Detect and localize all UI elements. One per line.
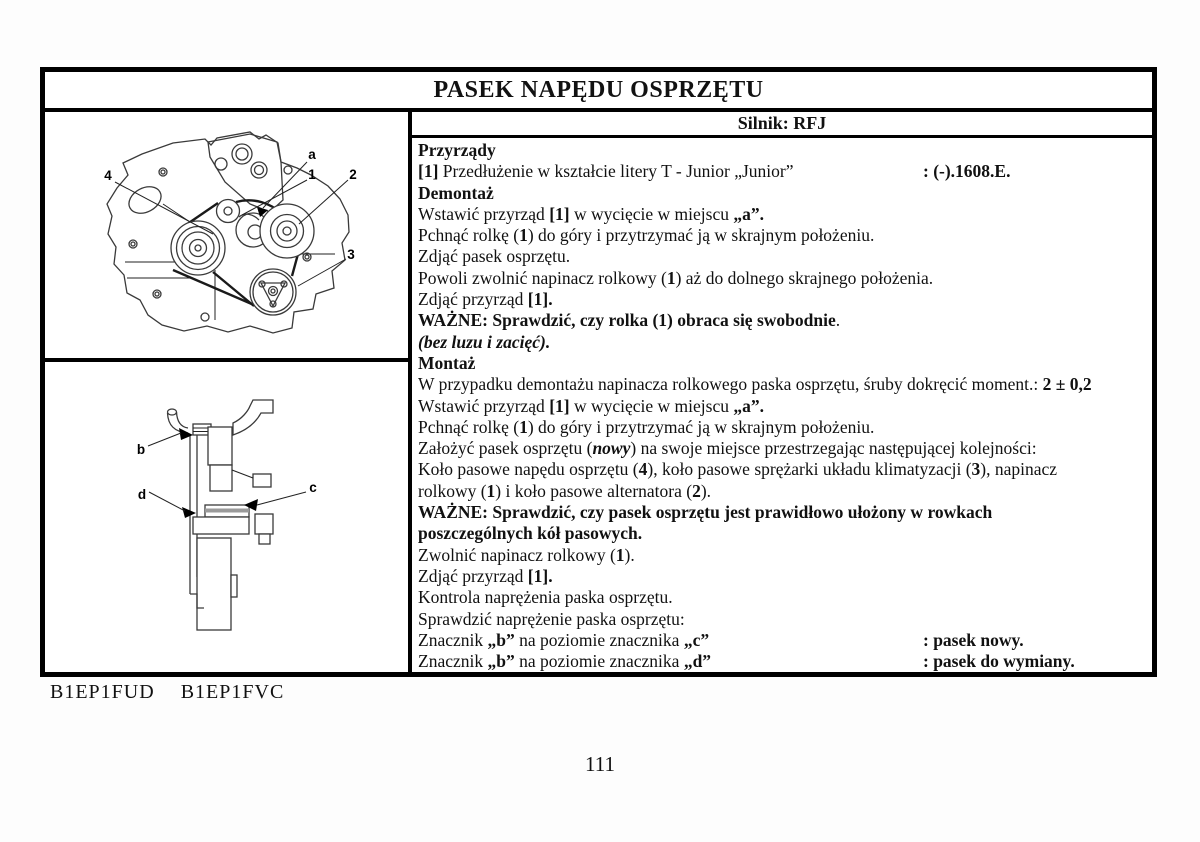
text-segment: ). — [624, 544, 635, 565]
text-segment: w wycięcie w miejscu — [569, 203, 734, 224]
text-segment: Zdjąć pasek osprzętu. — [418, 246, 571, 267]
instruction-text — [412, 138, 1152, 672]
text-line — [418, 183, 1146, 204]
text-line — [418, 396, 1146, 417]
text-segment: „c” — [683, 629, 710, 650]
engine-header: Silnik: RFJ — [412, 112, 1152, 138]
text-segment: Przyrządy — [418, 140, 496, 160]
text-line — [418, 545, 1146, 566]
page-number: 111 — [585, 752, 615, 776]
text-segment: Zdjąć przyrząd — [418, 289, 528, 310]
figure-code: B1EP1FVC — [180, 681, 285, 703]
text-line — [418, 161, 1146, 182]
callout-c: c — [309, 480, 317, 495]
text-line — [418, 459, 1146, 480]
text-segment: [1] — [418, 161, 439, 182]
text-segment: „a”. — [733, 395, 764, 416]
text-segment: na poziomie znacznika — [514, 651, 684, 672]
text-segment: [1] — [549, 395, 570, 416]
diagram-column — [45, 112, 412, 672]
crankshaft-pulley — [171, 221, 225, 275]
text-line — [418, 651, 1146, 672]
text-segment: [1]. — [527, 289, 553, 310]
callout-d: d — [137, 487, 147, 502]
compressor-pulley — [250, 269, 296, 315]
text-segment: Założyć pasek osprzętu ( — [418, 438, 593, 459]
instruction-column — [412, 112, 1152, 672]
text-segment: ) na swoje miejsce przestrzegając następującej kolejności: — [630, 438, 1037, 459]
text-segment: poszczególnych kół pasowych. — [418, 523, 643, 544]
text-segment: Powoli zwolnić napinacz rolkowy ( — [418, 267, 667, 288]
text-line — [418, 438, 1146, 459]
b-arrow — [179, 428, 193, 440]
tensioner-bracket — [190, 400, 273, 630]
text-line — [418, 310, 1146, 331]
engine-front-diagram — [45, 112, 408, 362]
text-line — [418, 630, 1146, 651]
text-segment: 1 — [519, 416, 528, 437]
text-line — [418, 246, 1146, 267]
text-segment: Pchnąć rolkę ( — [418, 225, 520, 246]
text-segment: W przypadku demontażu napinacza rolkowego paska osprzętu, śruby dokręcić moment.: — [418, 374, 1043, 395]
text-segment: ) do góry i przytrzymać ją w skrajnym położeniu. — [527, 225, 875, 246]
text-line — [418, 481, 1146, 502]
text-segment: na poziomie znacznika — [514, 629, 684, 650]
text-segment: 1 — [615, 544, 625, 565]
text-segment: Wstawić przyrząd — [418, 203, 550, 224]
text-segment: 1 — [486, 480, 496, 501]
text-line — [418, 353, 1146, 374]
text-line — [418, 609, 1146, 630]
text-segment: ) aż do dolnego skrajnego położenia. — [675, 267, 934, 288]
text-segment: 4 — [638, 459, 648, 480]
text-segment: w wycięcie w miejscu — [569, 395, 734, 416]
text-segment: 2 — [692, 480, 701, 501]
text-segment: ) do góry i przytrzymać ją w skrajnym położeniu. — [527, 416, 875, 437]
callout-a: a — [308, 147, 316, 162]
text-segment: Demontaż — [418, 182, 494, 203]
text-segment: WAŻNE: Sprawdzić, czy rolka (1) obraca się swobodnie — [418, 310, 836, 331]
text-line — [418, 204, 1146, 225]
text-segment: ), napinacz — [980, 459, 1058, 480]
text-segment: Sprawdzić naprężenie paska osprzętu: — [418, 608, 685, 629]
text-segment: Przedłużenie w kształcie litery T - Junior „Junior” — [438, 161, 794, 182]
text-segment: Kontrola naprężenia paska osprzętu. — [418, 587, 673, 608]
spec-value: : pasek do wymiany. — [923, 651, 1075, 672]
procedure-table — [40, 67, 1157, 677]
text-segment: Wstawić przyrząd — [418, 395, 550, 416]
text-line — [418, 332, 1146, 353]
tensioner-side-diagram — [45, 362, 408, 672]
text-segment: . — [835, 310, 841, 331]
text-segment: [1] — [549, 203, 570, 224]
text-segment: Zwolnić napinacz rolkowy ( — [418, 544, 616, 565]
text-segment: ). — [700, 480, 712, 501]
text-segment: rolkowy ( — [418, 480, 487, 501]
text-segment: Pchnąć rolkę ( — [418, 416, 520, 437]
text-segment: Znacznik — [418, 651, 488, 672]
text-segment: „d” — [683, 651, 712, 672]
tensioner-side-drawing — [45, 362, 412, 669]
text-line — [418, 566, 1146, 587]
d-arrow — [182, 507, 196, 518]
text-segment: 2 ± 0,2 — [1042, 374, 1092, 395]
text-segment: (bez luzu i zacięć). — [418, 331, 551, 352]
belt-wear-mark — [205, 509, 249, 513]
text-segment: „a”. — [733, 203, 764, 224]
callout-3: 3 — [347, 247, 355, 262]
text-segment: 3 — [971, 459, 981, 480]
text-segment: nowy — [592, 438, 631, 459]
text-line — [418, 523, 1146, 544]
text-segment: WAŻNE: Sprawdzić, czy pasek osprzętu jest prawidłowo ułożony w rowkach — [418, 502, 993, 523]
text-line — [418, 587, 1146, 608]
figure-code: B1EP1FUD — [50, 681, 155, 703]
text-segment: ), koło pasowe sprężarki układu klimatyzacji ( — [647, 459, 972, 480]
figure-codes — [50, 681, 310, 704]
text-line — [418, 502, 1146, 523]
text-segment: [1]. — [527, 565, 553, 586]
text-segment: Koło pasowe napędu osprzętu ( — [418, 459, 639, 480]
page-title: PASEK NAPĘDU OSPRZĘTU — [45, 72, 1152, 112]
text-segment: Znacznik — [418, 629, 488, 650]
text-segment: „b” — [487, 629, 515, 650]
table-body — [45, 112, 1152, 672]
text-line — [418, 417, 1146, 438]
spec-value: : pasek nowy. — [923, 629, 1024, 650]
text-line — [418, 289, 1146, 310]
text-segment: Zdjąć przyrząd — [418, 565, 528, 586]
engine-front-drawing — [45, 112, 412, 362]
text-line — [418, 374, 1146, 395]
text-segment: 1 — [666, 267, 676, 288]
text-segment: Montaż — [418, 352, 476, 373]
text-segment: „b” — [487, 651, 515, 672]
alternator-pulley — [260, 204, 314, 258]
text-line — [418, 268, 1146, 289]
callout-b: b — [136, 442, 146, 457]
text-line — [418, 140, 1146, 161]
spec-value: : (-).1608.E. — [923, 161, 1011, 182]
callout-2: 2 — [349, 167, 357, 182]
pipe — [168, 409, 189, 433]
text-line — [418, 225, 1146, 246]
callout-4: 4 — [104, 168, 112, 183]
callout-1: 1 — [308, 167, 316, 182]
text-segment: 1 — [519, 225, 528, 246]
text-segment: ) i koło pasowe alternatora ( — [495, 480, 693, 501]
